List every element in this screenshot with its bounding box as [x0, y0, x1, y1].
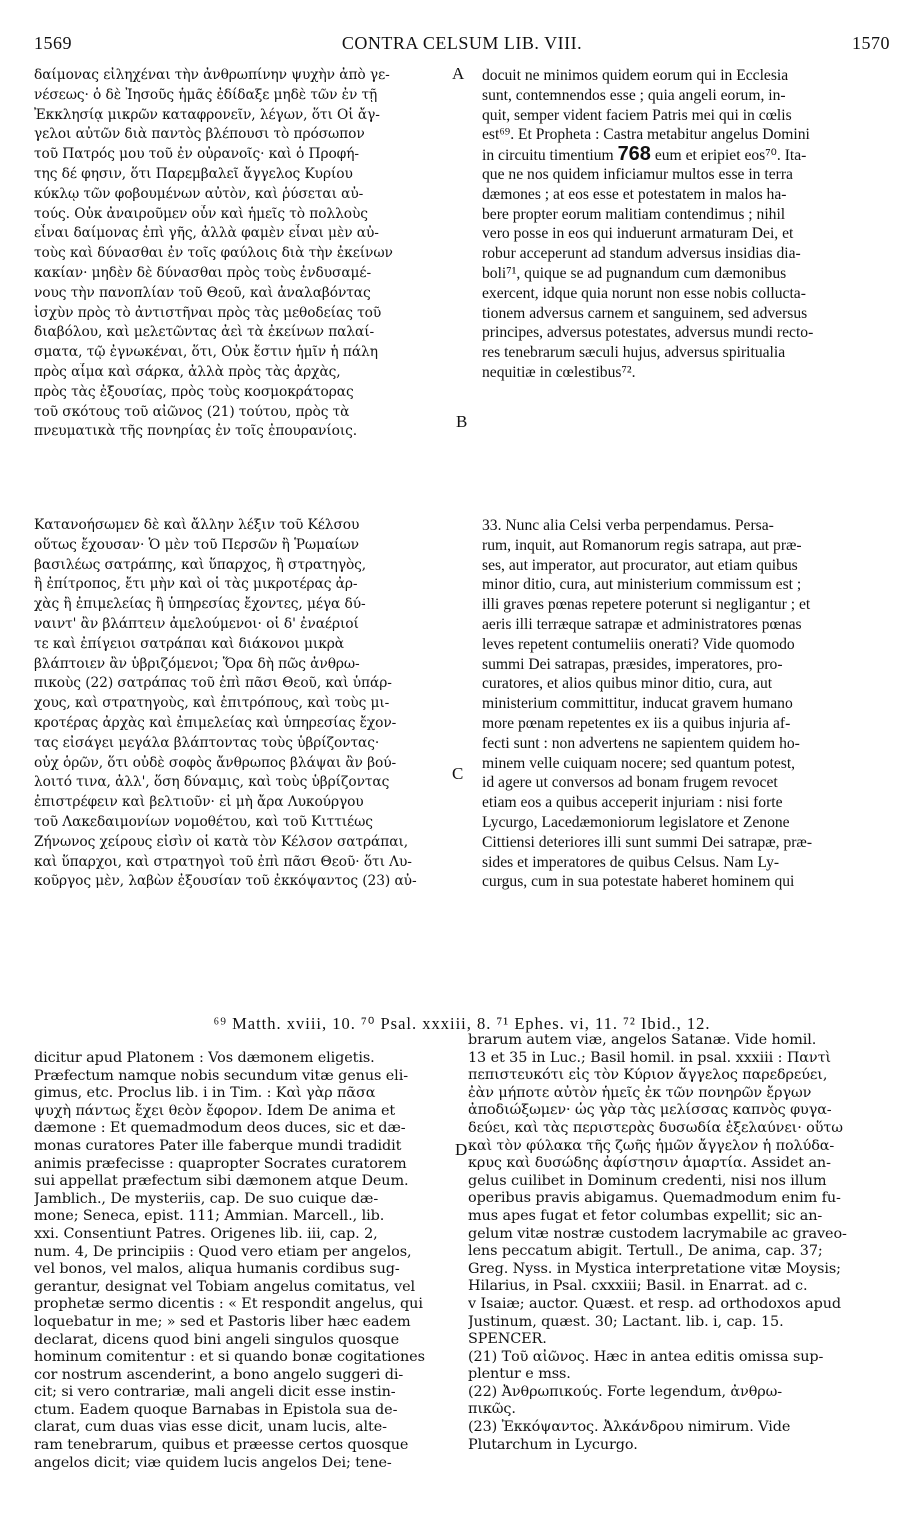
greek-top-line: τοῦ Πατρός μου τοῦ ἐν οὐρανοῖς· καὶ ὁ Προφή-: [34, 146, 359, 163]
latin-top-line: boli⁷¹, quique se ad pugnandum cum dæmonibus: [482, 264, 787, 282]
greek-top-line: εἶναι δαίμονας ἐπὶ γῆς, ἀλλὰ φαμὲν εἶναι μὲν αὐ-: [34, 225, 379, 242]
notes-left-line: hominum comitentur : et si quando bonæ cogitationes: [34, 1349, 425, 1366]
notes-right-line: Greg. Nyss. in Mystica interpretatione vitæ Moysis;: [468, 1260, 841, 1277]
latin-mid-line: minor ditio, cura, aut ministerium commissum est ;: [482, 576, 802, 594]
notes-right-line: SPENCER.: [468, 1331, 547, 1348]
notes-left-line: loquebatur in me; » sed et Pastoris liber hæc eadem: [34, 1313, 411, 1330]
page-number-left: 1569: [34, 33, 72, 53]
latin-mid-line: aeris illi terræque satrapæ et administratores pœnas: [482, 615, 802, 633]
latin-column-top: [482, 66, 892, 383]
greek-top-line: νέσεως· ὁ δὲ Ἰησοῦς ἡμᾶς ἐδίδαξε μηδὲ τῶν ἐν τῇ: [34, 86, 378, 103]
notes-left-line: dæmone : Et quemadmodum deos duces, sic et dæ-: [34, 1120, 406, 1137]
inline-page-number: 768: [617, 145, 651, 165]
greek-top-line: τοῦ σκότους τοῦ αἰῶνος (21) τούτου, πρὸς τὰ: [34, 403, 350, 420]
notes-left-line: declarat, dicens quod bini angeli singulos quosque: [34, 1331, 400, 1348]
notes-right-line: Plutarchum in Lycurgo.: [468, 1436, 638, 1453]
latin-top-line: vero posse in eos qui induerunt armaturam Dei, et: [482, 225, 794, 243]
notes-left-line: cor nostrum ascenderint, a bono angelo suggeri di-: [34, 1366, 404, 1383]
notes-right-line: operibus pravis abigamus. Quemadmodum enim fu-: [468, 1190, 841, 1207]
latin-mid-line: Cittiensi deteriores illi sunt summi Dei satrapæ, præ-: [482, 833, 813, 851]
latin-mid-line: id agere ut conversos ad bonam frugem revocet: [482, 774, 778, 792]
notes-left-line: xxi. Consentiunt Patres. Origenes lib. iii, cap. 2,: [34, 1225, 378, 1242]
margin-letter-a: A: [452, 64, 465, 83]
greek-mid-line: ἐπιστρέφειν καὶ βελτιοῦν· εἰ μὴ ἄρα Λυκούργου: [34, 794, 364, 811]
latin-mid-line: sides et imperatores de quibus Celsus. Nam Ly-: [482, 853, 780, 871]
notes-left-line: animis præfecisse : quapropter Socrates curatorem: [34, 1155, 407, 1172]
greek-top-line: της δέ φησιν, ὅτι Παρεμβαλεῖ ἄγγελος Κυρίου: [34, 165, 353, 182]
margin-letter-c: C: [452, 764, 464, 783]
latin-top-line: nequitiæ in cœlestibus⁷².: [482, 363, 636, 381]
notes-left-line: gimus, etc. Proclus lib. i in Tim. : Καὶ γὰρ πᾶσα: [34, 1085, 376, 1102]
greek-mid-line: χους, καὶ στρατηγοὺς, καὶ ἐπιτρόπους, καὶ τοὺς μι-: [34, 695, 390, 712]
latin-mid-line: curgus, cum in sua potestate haberet hominem qui: [482, 873, 795, 891]
greek-mid-line: τε καὶ ἐπίγειοι σατράπαι καὶ διάκονοι μικρὰ: [34, 635, 344, 652]
notes-left-line: monas curatores Pater ille faberque mundi tradidit: [34, 1137, 402, 1154]
latin-top-line: que ne nos quidem inficiamur multos esse in terra: [482, 165, 793, 183]
latin-mid-line: more pœnam repetentes ex iis a quibus injuria af-: [482, 714, 791, 732]
greek-top-line: πρὸς αἷμα καὶ σάρκα, ἀλλὰ πρὸς τὰς ἀρχὰς,: [34, 363, 341, 380]
latin-top-line: sunt, contemnendos esse ; quia angeli eorum, in-: [482, 86, 786, 104]
notes-right-line: mus apes fugat et fetor columbas expellit; sic an-: [468, 1207, 823, 1224]
notes-left-line: clarat, cum duas vias esse dicit, unam lucis, alte-: [34, 1419, 387, 1436]
greek-mid-line: οὐχ ὁρῶν, ὅτι οὐδὲ σοφὸς ἄνθρωπος βλάψαι ἂν βού-: [34, 754, 397, 771]
latin-mid-line: illi graves pœnas repetere poterunt si negligantur ; et: [482, 596, 811, 614]
latin-top-line: quit, semper vident faciem Patris mei qui in cœlis: [482, 106, 792, 124]
latin-mid-line: etiam eos a quibus acceperit injuriam : nisi forte: [482, 794, 783, 812]
notes-right-column: [468, 1032, 890, 1454]
greek-top-line: διαβόλου, καὶ μελετῶντας ἀεὶ τὰ ἐκείνων παλαί-: [34, 324, 375, 341]
margin-letter-b: B: [456, 412, 468, 431]
greek-mid-line: Ζήνωνος χείρους εἰσὶν οἱ κατὰ τὸν Κέλσον σατράπαι,: [34, 833, 409, 850]
notes-left-column: [34, 1050, 456, 1472]
greek-mid-line: Κατανοήσωμεν δὲ καὶ ἄλλην λέξιν τοῦ Κέλσου: [34, 517, 360, 533]
latin-mid-line: Lycurgo, Lacedæmoniorum legislatore et Zenone: [482, 813, 790, 831]
greek-mid-line: βασιλέως σατράπης, καὶ ὕπαρχος, ἢ στρατηγὸς,: [34, 556, 367, 573]
greek-mid-line: πικοὺς (22) σατράπας τοῦ ἐπὶ πᾶσι Θεοῦ, καὶ ὑπάρ-: [34, 675, 392, 692]
notes-left-line: ψυχὴ πάντως ἔχει θεὸν ἔφορον. Idem De anima et: [34, 1102, 396, 1119]
latin-mid-line: curatores, et alios quibus minor ditio, cura, aut: [482, 675, 773, 693]
notes-right-line: πεπιστευκότι εἰς τὸν Κύριον ἄγγελος παρεδρεύει,: [468, 1067, 828, 1084]
notes-right-line: 13 et 35 in Luc.; Basil homil. in psal. xxxiii : Παντὶ: [468, 1049, 831, 1066]
latin-top-line: res tenebrarum sæculi hujus, adversus spiritualia: [482, 344, 786, 362]
latin-mid-line: summi Dei satrapas, præsides, imperatores, pro-: [482, 655, 783, 673]
greek-mid-line: κροτέρας ἀρχὰς καὶ ἐπιμελείας καὶ ὑπηρεσίας ἔχον-: [34, 714, 397, 731]
latin-top-line: dæmones ; at eos esse et potestatem in malos ha-: [482, 185, 787, 203]
notes-left-line: cit; si vero contrariæ, mali angeli dicit esse instin-: [34, 1384, 396, 1401]
greek-top-line: κακίαν· μηδὲν δὲ δύνασθαι πρὸς τοὺς ἐνδυσαμέ-: [34, 264, 372, 281]
latin-top-line: docuit ne minimos quidem eorum qui in Ecclesia: [482, 67, 789, 84]
greek-top-line: κύκλῳ τῶν φοβουμένων αὐτὸν, καὶ ῥύσεται αὐ-: [34, 185, 364, 202]
notes-right-line: ἐὰν μήποτε αὐτὸν ἡμεῖς ἐκ τῶν πονηρῶν ἔργων: [468, 1084, 812, 1101]
notes-right-line: ἀποδιώξωμεν· ὡς γὰρ τὰς μελίσσας καπνὸς φυγα-: [468, 1102, 832, 1119]
notes-right-line: δεύει, καὶ τὰς περιστερὰς δυσωδία ἐξελαύνει· οὕτω: [468, 1119, 843, 1136]
latin-top-line: est⁶⁹. Et Propheta : Castra metabitur angelus Domini: [482, 126, 810, 144]
notes-right-line: plentur e mss.: [468, 1366, 571, 1383]
notes-right-line: Justinum, quæst. 30; Lactant. lib. i, cap. 15.: [468, 1313, 784, 1330]
notes-right-line: πικῶς.: [468, 1401, 516, 1418]
greek-top-line: σματα, τῷ ἐγνωκέναι, ὅτι, Οὐκ ἔστιν ἡμῖν ἡ πάλη: [34, 344, 378, 361]
latin-top-line: robur acceperunt ad standum adversus insidias dia-: [482, 245, 801, 263]
notes-left-line: num. 4, De principiis : Quod vero etiam per angelos,: [34, 1243, 412, 1260]
greek-mid-line: οὕτως ἔχουσαν· Ὁ μὲν τοῦ Περσῶν ἢ Ῥωμαίων: [34, 536, 359, 553]
greek-top-line: δαίμονας εἰληχέναι τὴν ἀνθρωπίνην ψυχὴν ἀπὸ γε-: [34, 67, 390, 83]
latin-top-line: in circuitu timentium 768 eum et eripiet eos⁷⁰. Ita-: [482, 145, 807, 165]
notes-right-line: Hilarius, in Psal. cxxxiii; Basil. in Enarrat. ad c.: [468, 1278, 808, 1295]
greek-mid-line: τοῦ Λακεδαιμονίων νομοθέτου, καὶ τοῦ Κιττιέως: [34, 813, 373, 830]
notes-right-line: κρυς καὶ δυσώδης ἀφίστησιν ἁμαρτία. Assidet an-: [468, 1155, 831, 1172]
greek-mid-line: ἢ ἐπίτροπος, ἔτι μὴν καὶ οἱ τὰς μικροτέρας ἀρ-: [34, 576, 358, 593]
notes-right-line: (23) Ἐκκόψαντος. Ἀλκάνδρου nimirum. Vide: [468, 1419, 791, 1436]
notes-right-line: gelum vitæ nostræ custodem lacrymabile ac graveo-: [468, 1225, 847, 1242]
notes-left-line: sui appellat præfectum sibi dæmonem atque Deum.: [34, 1173, 409, 1190]
page-number-right: 1570: [852, 33, 890, 53]
notes-left-line: ctum. Eadem quoque Barnabas in Epistola sua de-: [34, 1401, 398, 1418]
notes-left-line: dicitur apud Platonem : Vos dæmonem eligetis.: [34, 1050, 375, 1066]
latin-column-middle: [482, 516, 892, 892]
latin-mid-line: leves repetent contumeliis onerati? Vide quomodo: [482, 635, 795, 653]
notes-right-line: καὶ τὸν φύλακα τῆς ζωῆς ἡμῶν ἄγγελον ἡ πολύδα-: [468, 1137, 835, 1154]
notes-right-line: (21) Τοῦ αἰῶνος. Hæc in antea editis omissa sup-: [468, 1348, 824, 1365]
running-header: [34, 33, 890, 57]
greek-mid-line: καὶ ὕπαρχοι, καὶ στρατηγοὶ τοῦ ἐπὶ πᾶσι Θεοῦ· ὅτι Λυ-: [34, 853, 412, 870]
footnote-references: ⁶⁹ Matth. xviii, 10. ⁷⁰ Psal. xxxiii, 8. ⁷¹ Ephes. vi, 11. ⁷² Ibid., 12.: [213, 1014, 711, 1033]
notes-left-line: vel bonos, vel malos, aliqua humanis cordibus sug-: [34, 1261, 400, 1278]
greek-top-line: πρὸς τὰς ἐξουσίας, πρὸς τοὺς κοσμοκράτορας: [34, 383, 354, 400]
greek-top-line: γελοι αὐτῶν διὰ παντὸς βλέπουσι τὸ πρόσωπον: [34, 126, 365, 143]
latin-top-line: bere propter eorum malitiam contendimus ; nihil: [482, 205, 786, 223]
greek-column-middle: [34, 516, 464, 892]
greek-mid-line: χὰς ἢ ἐπιμελείας ἢ ὑπηρεσίας ἔχοντες, μέγα δύ-: [34, 596, 366, 613]
latin-mid-line: ministerium committitur, inducat gravem humano: [482, 695, 793, 713]
latin-mid-line: rum, inquit, aut Romanorum regis satrapa, aut præ-: [482, 536, 802, 554]
latin-mid-line: 33. Nunc alia Celsi verba perpendamus. Persa-: [482, 517, 774, 534]
greek-column-top: [34, 66, 464, 442]
notes-right-line: brarum autem viæ, angelos Satanæ. Vide homil.: [468, 1032, 817, 1048]
notes-left-line: prophetæ sermo dicentis : « Et respondit angelus, qui: [34, 1296, 423, 1313]
notes-left-line: Præfectum namque nobis secundum vitæ genus eli-: [34, 1067, 408, 1084]
latin-mid-line: minem velle cuiquam nocere; sed quantum potest,: [482, 754, 796, 772]
notes-left-line: angelos dicit; viæ quidem lucis angelos Dei; tene-: [34, 1454, 392, 1471]
latin-mid-line: ses, aut imperator, aut procurator, aut etiam quibus: [482, 556, 798, 574]
running-title: CONTRA CELSUM LIB. VIII.: [341, 33, 583, 53]
greek-top-line: πνευματικὰ τῆς πονηρίας ἐν τοῖς ἐπουρανίοις.: [34, 423, 358, 440]
notes-right-line: (22) Ἀνθρωπικούς. Forte legendum, ἀνθρω-: [468, 1383, 783, 1400]
notes-left-line: gerantur, designat vel Tobiam angelus comitatus, vel: [34, 1278, 416, 1295]
notes-right-line: lens peccatum abigit. Tertull., De anima, cap. 37;: [468, 1243, 823, 1260]
latin-top-line: exercent, idque quia norunt non esse nobis colluctа-: [482, 284, 806, 302]
greek-mid-line: ναιντ' ἂν βλάπτειν ἀμελούμενοι· οἱ δ' ἐναέριοί: [34, 615, 359, 632]
notes-left-line: Jamblich., De mysteriis, cap. De suo cuique dæ-: [34, 1190, 379, 1207]
latin-top-line: tionem adversus carnem et sanguinem, sed adversus: [482, 304, 808, 322]
greek-mid-line: τας εἰσάγει μεγάλα βλάπτοντας τοὺς ὑβρίζοντας·: [34, 734, 380, 751]
greek-mid-line: λοιτό τινα, ἀλλ', ὅση δύναμις, καὶ τοὺς ὑβρίζοντας: [34, 774, 390, 791]
greek-top-line: τοὺς καὶ δύνασθαι ἐν τοῖς φαύλοις διὰ τὴν ἐκείνων: [34, 245, 393, 262]
greek-top-line: τούς. Οὐκ ἀναιροῦμεν οὖν καὶ ἡμεῖς τὸ πολλοὺς: [34, 205, 368, 222]
notes-left-line: mone; Seneca, epist. 111; Ammian. Marcell., lib.: [34, 1208, 385, 1225]
notes-right-line: gelus cuilibet in Dominum credenti, nisi nos illum: [468, 1172, 827, 1189]
greek-top-line: Ἐκκλησίᾳ μικρῶν καταφρονεῖν, λέγων, ὅτι Οἱ ἄγ-: [34, 106, 380, 123]
greek-top-line: ἰσχὺν πρὸς τὸ ἀντιστῆναι πρὸς τὰς μεθοδείας τοῦ: [34, 304, 382, 321]
greek-mid-line: κοῦργος μὲν, λαβὼν ἐξουσίαν τοῦ ἐκκόψαντος (23) αὐ-: [34, 873, 417, 890]
greek-mid-line: βλάπτοιεν ἂν ὑβριζόμενοι; Ὅρα δὴ πῶς ἀνθρω-: [34, 655, 360, 672]
latin-mid-line: fecti sunt : non advertens ne sapientem quidem ho-: [482, 734, 800, 752]
notes-left-line: ram tenebrarum, quibus et præesse certos quosque: [34, 1437, 409, 1454]
greek-top-line: νους τὴν πανοπλίαν τοῦ Θεοῦ, καὶ ἀναλαβόντας: [34, 284, 371, 301]
latin-top-line: principes, adversus potestates, adversus mundi recto-: [482, 324, 814, 342]
margin-letter-d: D: [455, 1140, 468, 1159]
notes-right-line: v Isaiæ; auctor. Quæst. et resp. ad orthodoxos apud: [468, 1295, 842, 1312]
